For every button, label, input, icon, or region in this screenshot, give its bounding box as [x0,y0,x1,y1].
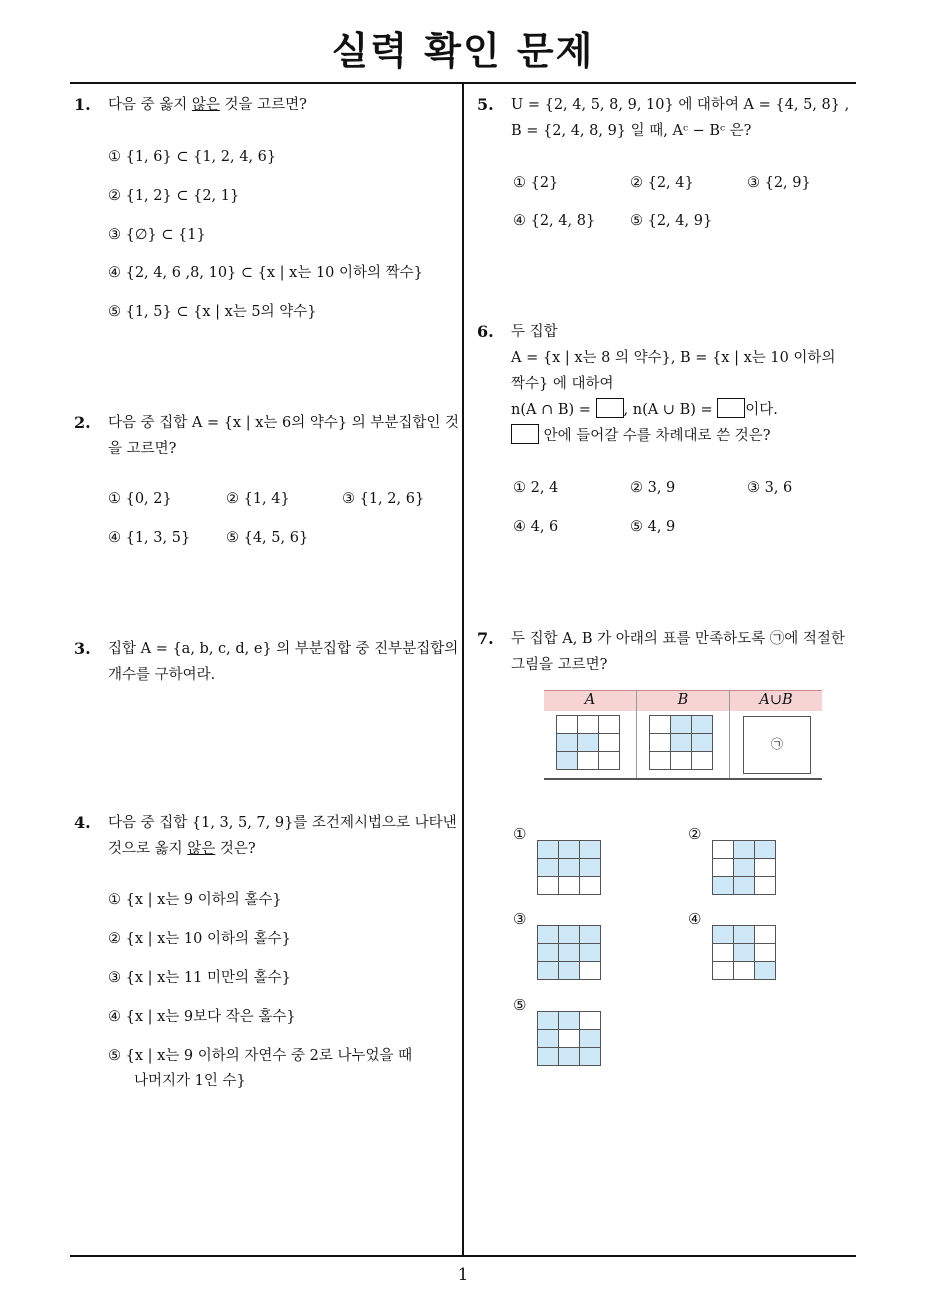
question-line-text: 안에 들어갈 수를 차례대로 쓴 것은? [543,428,771,444]
question-1 [74,92,459,320]
grid-cell-empty [713,962,734,980]
option-2[interactable]: ② {1, 2} ⊂ {2, 1} [108,188,240,204]
header-union: A∪B [759,692,793,708]
grid-cell-filled [580,859,601,877]
grid-cell-empty [755,859,776,877]
grid-cell-filled [538,841,559,859]
grid-cell-empty [734,962,755,980]
grid-cell-filled [538,1048,559,1066]
grid-cell-empty [599,734,620,752]
choice-grid-5[interactable] [537,1011,601,1066]
grid-cell-empty [580,877,601,895]
grid-cell-filled [559,1048,580,1066]
choice-label-5[interactable]: ⑤ [513,996,527,1014]
expr-end: 이다. [745,402,778,418]
grid-cell-empty [559,877,580,895]
grid-cell-empty [599,752,620,770]
grid-cell-filled [538,1030,559,1048]
option-4[interactable]: ④ {1, 3, 5} [108,530,191,546]
answer-blank[interactable] [596,398,624,418]
option-2[interactable]: ② {2, 4} [630,175,694,191]
option-5[interactable]: ⑤ {4, 5, 6} [226,530,309,546]
grid-cell-empty [692,752,713,770]
grid-cell-filled [734,926,755,944]
grid-b [649,715,713,770]
option-2[interactable]: ② {x | x는 10 이하의 홀수} [108,931,291,947]
option-5[interactable]: ⑤ 4, 9 [630,519,676,535]
grid-cell-empty [650,716,671,734]
question-text: 두 집합 A, B 가 아래의 표를 만족하도록 ㉠에 적절한 그림을 고르면? [511,631,845,673]
question-3 [74,636,459,688]
option-1[interactable]: ① {2} [513,175,559,191]
grid-cell-filled [671,734,692,752]
grid-cell-filled [734,877,755,895]
question-2 [74,410,459,546]
grid-cell-filled [580,944,601,962]
grid-cell-filled [557,734,578,752]
question-line: A = {x | x는 8 의 약수}, B = {x | x는 10 이하의 [511,350,836,366]
option-3[interactable]: ③ {1, 2, 6} [342,491,425,507]
grid-cell-filled [755,841,776,859]
question-number: 3. [74,639,91,658]
grid-cell-filled [538,944,559,962]
grid-cell-empty [557,716,578,734]
grid-cell-filled [538,926,559,944]
grid-cell-empty [755,926,776,944]
question-text: 다음 중 집합 A = {x | x는 6의 약수} 의 부분집합인 것을 고르면? [108,415,459,457]
grid-cell-filled [580,926,601,944]
grid-cell-filled [580,1048,601,1066]
question-number: 4. [74,813,91,832]
grid-cell-filled [559,944,580,962]
underlined-word: 않은 [187,841,216,857]
option-4[interactable]: ④ 4, 6 [513,519,559,535]
grid-cell-filled [559,926,580,944]
question-4 [74,810,459,1089]
question-text: 집합 A = {a, b, c, d, e} 의 부분집합 중 진부분집합의 개수를 구하여라. [108,641,459,683]
grid-cell-filled [580,1030,601,1048]
option-1[interactable]: ① 2, 4 [513,480,559,496]
question-number: 5. [477,95,494,114]
grid-cell-filled [538,962,559,980]
grid-cell-filled [713,926,734,944]
option-3[interactable]: ③ {∅} ⊂ {1} [108,227,206,243]
table-bottom-rule [544,778,822,780]
grid-cell-filled [692,734,713,752]
grid-a [556,715,620,770]
grid-cell-filled [559,859,580,877]
choice-label-4[interactable]: ④ [688,910,702,928]
option-3[interactable]: ③ {x | x는 11 미만의 홀수} [108,970,291,986]
option-2[interactable]: ② 3, 9 [630,480,676,496]
grid-cell-empty [713,841,734,859]
question-text-part: 다음 중 옳지 [108,97,192,113]
grid-cell-filled [578,734,599,752]
answer-blank[interactable] [717,398,745,418]
grid-cell-empty [755,877,776,895]
page-title: 실력 확인 문제 [331,29,595,73]
expr-union: , n(A ∪ B) = [623,402,713,418]
question-6 [477,319,862,535]
grid-cell-empty [650,734,671,752]
grid-cell-empty [713,859,734,877]
grid-cell-empty [713,944,734,962]
answer-blank [511,424,539,444]
question-text-part: 것을 고르면? [219,97,307,113]
grid-cell-filled [580,841,601,859]
header-b: B [677,692,689,708]
grid-cell-empty [578,752,599,770]
question-number: 1. [74,95,91,114]
question-text-part: 것은? [215,841,256,857]
question-text-part: 다음 중 집합 {1, 3, 5, 7, 9}를 조건제시법으로 나타낸 것으로 옳지 [108,815,457,857]
option-5[interactable]: ⑤ {2, 4, 9} [630,213,713,229]
grid-cell-filled [713,877,734,895]
question-line [511,397,862,423]
option-4[interactable]: ④ {x | x는 9보다 작은 홀수} [108,1009,296,1025]
question-line: 짝수} 에 대하여 [511,376,614,392]
option-1[interactable]: ① {1, 6} ⊂ {1, 2, 4, 6} [108,149,277,165]
page-number: 1 [457,1265,469,1285]
grid-cell-filled [557,752,578,770]
choice-grid-1[interactable] [537,840,601,895]
grid-cell-filled [734,841,755,859]
question-number: 7. [477,629,494,648]
grid-cell-filled [559,962,580,980]
grid-cell-filled [692,716,713,734]
underlined-word: 않은 [191,97,220,113]
option-1[interactable]: ① {x | x는 9 이하의 홀수} [108,892,282,908]
choice-grid-3[interactable] [537,925,601,980]
grid-cell-empty [599,716,620,734]
option-2[interactable]: ② {1, 4} [226,491,290,507]
column-separator [729,690,730,778]
grid-cell-filled [671,716,692,734]
grid-cell-filled [538,1012,559,1030]
grid-cell-filled [734,859,755,877]
choice-grid-4[interactable] [712,925,776,980]
grid-cell-filled [559,1012,580,1030]
question-5 [477,92,862,229]
option-3[interactable]: ③ {2, 9} [747,175,811,191]
question-number: 6. [477,322,494,341]
question-7 [477,626,862,678]
bottom-rule [70,1255,856,1257]
grid-cell-empty [671,752,692,770]
option-1[interactable]: ① {0, 2} [108,491,172,507]
column-divider [462,83,464,1256]
grid-cell-empty [755,944,776,962]
question-text [108,810,459,862]
question-text [108,92,459,118]
placeholder-mark: ㉠ [771,737,784,751]
option-4[interactable]: ④ {2, 4, 6 ,8, 10} ⊂ {x | x는 10 이하의 짝수} [108,265,423,281]
column-separator [636,690,637,778]
question-text [511,319,862,449]
choice-label-3[interactable]: ③ [513,910,527,928]
question-line: 두 집합 [511,324,558,340]
union-box [743,716,811,774]
option-5[interactable]: ⑤ {1, 5} ⊂ {x | x는 5의 약수} [108,304,317,320]
choice-grid-2[interactable] [712,840,776,895]
grid-cell-empty [650,752,671,770]
option-3[interactable]: ③ 3, 6 [747,480,793,496]
expr-intersection: n(A ∩ B) = [511,402,591,418]
choice-label-2[interactable]: ② [688,825,702,843]
grid-cell-empty [538,877,559,895]
question-number: 2. [74,413,91,432]
grid-cell-filled [538,859,559,877]
question-text: U = {2, 4, 5, 8, 9, 10} 에 대하여 A = {4, 5, 8} , B = {2, 4, 8, 9} 일 때, Aᶜ − Bᶜ 은? [511,97,850,139]
grid-cell-empty [559,1030,580,1048]
grid-cell-empty [580,1012,601,1030]
option-5-continuation: 나머지가 1인 수} [134,1073,246,1089]
grid-cell-filled [755,962,776,980]
grid-cell-filled [734,944,755,962]
grid-cell-empty [580,962,601,980]
grid-cell-empty [578,716,599,734]
question-line [511,423,862,449]
venn-table [544,690,822,780]
choice-label-1[interactable]: ① [513,825,527,843]
grid-cell-filled [559,841,580,859]
header-a: A [584,692,596,708]
option-5[interactable]: ⑤ {x | x는 9 이하의 자연수 중 2로 나누었을 때 [108,1048,413,1064]
option-4[interactable]: ④ {2, 4, 8} [513,213,596,229]
